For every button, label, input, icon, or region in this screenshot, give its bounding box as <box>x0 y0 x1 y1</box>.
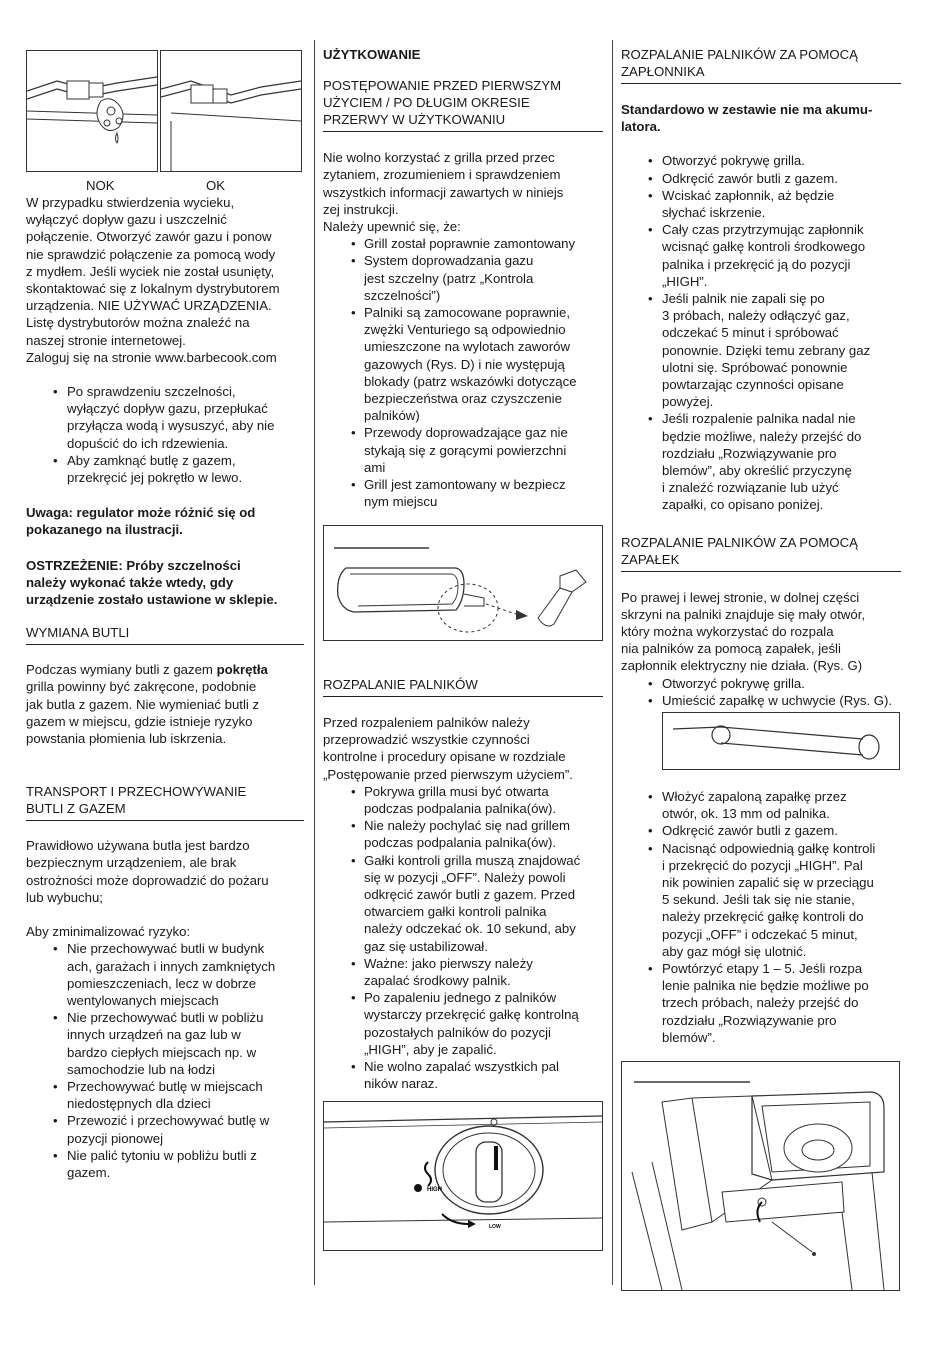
figure-control-knob <box>323 1101 603 1251</box>
list-item-line: wcisnąć gałkę kontroli środkowego <box>662 239 866 255</box>
ignite-line: „Postępowanie przed pierwszym użyciem”. <box>323 766 573 782</box>
list-item-line: gaz się ustabilizował. <box>364 938 488 954</box>
list-item-line: wyłączyć dopływ gazu, przepłukać <box>67 401 268 417</box>
list-item-line: Przewozić i przechowywać butlę w <box>67 1113 270 1129</box>
list-item-line: przekręcić jej pokrętło w lewo. <box>67 470 243 486</box>
list-item <box>323 1058 603 1092</box>
list-item-line: zapałki, co opisano poniżej. <box>662 497 824 513</box>
battery-note <box>621 101 901 135</box>
bullet-list-matches-1 <box>621 675 901 709</box>
list-item-line: należy przekręcić gałkę kontroli do <box>662 909 864 925</box>
list-item-line: przyłącza wodą i wysuszyć, aby nie <box>67 418 275 434</box>
list-item-line: „HIGH”. <box>662 273 708 289</box>
list-item <box>621 410 901 513</box>
list-item-line: Cały czas przytrzymując zapłonnik <box>662 222 864 238</box>
list-item <box>621 152 901 169</box>
section-title-before-first-use <box>323 77 603 132</box>
list-item-line: Otworzyć pokrywę grilla. <box>662 153 805 169</box>
list-item-line: zwężki Venturiego są odpowiednio <box>364 322 566 338</box>
bullet-list-storage <box>26 940 304 1181</box>
list-item-line: ponownie. Dzięki temu zebrany gaz <box>662 342 871 358</box>
list-item-line: Gałki kontroli grilla muszą znajdować <box>364 852 581 868</box>
list-item-line: ulotni się. Spróbować ponownie <box>662 359 848 375</box>
leak-line: W przypadku stwierdzenia wycieku, <box>26 195 235 210</box>
ignite-line: przeprowadzić wszystkie czynności <box>323 732 530 748</box>
list-item-line: ników naraz. <box>364 1076 439 1092</box>
list-item <box>26 1009 304 1078</box>
section-title-matches <box>621 534 901 572</box>
list-item-line: bezpieczeństwa oraz czyszczenie <box>364 391 562 407</box>
list-item-line: Włożyć zapaloną zapałkę przez <box>662 789 847 804</box>
list-item-line: samochodzie lub na łodzi <box>67 1061 216 1077</box>
list-item <box>621 692 901 709</box>
section-title-line: ZAPŁONNIKA <box>621 64 705 79</box>
replace-line: powstania płomienia lub iskrzenia. <box>26 731 227 747</box>
list-item-line: pozycji „OFF” i odczekać 5 minut, <box>662 926 858 942</box>
transport-line: lub wybuchu; <box>26 889 103 905</box>
list-item <box>323 852 603 955</box>
list-item-line: Jeśli rozpalenie palnika nadal nie <box>662 411 856 427</box>
list-item <box>323 424 603 476</box>
list-item-line: wystarczy przekręcić gałkę kontrolną <box>364 1007 579 1023</box>
list-item-line: Palniki są zamocowane poprawnie, <box>364 305 570 321</box>
matches-line: Po prawej i lewej stronie, w dolnej części <box>621 589 860 605</box>
warning-line: urządzenie zostało ustawione w sklepie. <box>26 592 278 608</box>
list-item <box>26 940 304 1009</box>
list-item-line: pozycji pionowej <box>67 1130 164 1146</box>
note-line: pokazanego na ilustracji. <box>26 522 183 538</box>
replace-bold-word: pokrętła <box>216 662 268 678</box>
intro-line: zytaniem, zrozumieniem i sprawdzeniem <box>323 167 561 183</box>
matches-line: skrzyni na palniki znajduje się mały otwór, <box>621 606 866 622</box>
list-item <box>621 170 901 187</box>
list-item-line: Nie należy pochylać się nad grillem <box>364 818 570 834</box>
list-item-line: podczas podpalania palnika(ów). <box>364 801 557 817</box>
list-item-line: 3 próbach, należy odłączyć gaz, <box>662 308 850 324</box>
list-item-line: otwarciem gałki kontroli palnika <box>364 904 547 920</box>
list-item-line: blokady (patrz wskazówki dotyczące <box>364 373 577 389</box>
knob-low-label: LOW <box>489 1224 501 1230</box>
ignite-line: Przed rozpaleniem palników należy <box>323 715 530 730</box>
section-title-line: PRZERWY W UŻYTKOWANIU <box>323 112 506 128</box>
transport-line: ostrożności może doprowadzić do pożaru <box>26 872 269 888</box>
bullet-list-checks <box>323 235 603 510</box>
list-item <box>621 675 901 692</box>
section-title-transport <box>26 783 304 821</box>
transport-line: Prawidłowo używana butla jest bardzo <box>26 838 250 854</box>
list-item-line: 5 sekund. Jeśli tak się nie stanie, <box>662 892 855 908</box>
list-item-line: pomieszczeniach, lecz w dobrze <box>67 975 257 991</box>
leak-line: nie sprawdzić połączenie za pomocą wody <box>26 246 276 262</box>
list-item <box>26 1147 304 1181</box>
intro-line: wszystkich informacji zawartych w niniejs <box>323 184 564 200</box>
list-item-line: odkręcić zawór butli z gazem. Przed <box>364 887 576 903</box>
list-item-line: Jeśli palnik nie zapali się po <box>662 291 825 307</box>
column-divider-1 <box>314 40 315 1285</box>
list-item-line: powyżej. <box>662 394 714 410</box>
list-item <box>26 452 304 486</box>
list-item <box>26 383 304 452</box>
list-item <box>621 290 901 410</box>
list-item-line: System doprowadzania gazu <box>364 253 534 269</box>
list-item-line: Odkręcić zawór butli z gazem. <box>662 823 838 839</box>
list-item-line: Nie palić tytoniu w pobliżu butli z <box>67 1147 257 1163</box>
list-item-line: nik powinien zapalić się w przeciągu <box>662 875 874 891</box>
list-item-line: Nie przechowywać butli w pobliżu <box>67 1010 264 1026</box>
list-item-line: Umieścić zapałkę w uchwycie (Rys. G). <box>662 692 893 708</box>
list-item-line: pozostałych palników do pozycji <box>364 1024 551 1040</box>
section-title-replace: WYMIANA BUTLI <box>26 624 304 645</box>
figure-ok <box>160 50 302 172</box>
list-item <box>621 187 901 221</box>
list-item-line: rozdziału „Rozwiązywanie pro <box>662 445 837 461</box>
intro-line: zej instrukcji. <box>323 201 399 217</box>
list-item-line: otwór, ok. 13 mm od palnika. <box>662 806 830 822</box>
list-item-line: Grill jest zamontowany w bezpiecz <box>364 477 566 493</box>
list-item-line: ach, garażach i innych zamkniętych <box>67 958 276 974</box>
leak-line: połączenie. Otworzyć zawór gazu i ponow <box>26 229 272 245</box>
section-title-line: POSTĘPOWANIE PRZED PIERWSZYM <box>323 78 562 94</box>
matches-line: który można wykorzystać do rozpala <box>621 624 834 640</box>
leak-line: Listę dystrybutorów można znaleźć na <box>26 315 250 331</box>
section-heading-usage: UŻYTKOWANIE <box>323 47 421 62</box>
figure-nok <box>26 50 158 172</box>
replace-text-start: Podczas wymiany butli z gazem <box>26 662 217 678</box>
warning-line: OSTRZEŻENIE: Próby szczelności <box>26 557 241 573</box>
list-item-line: się w pozycji „OFF”. Należy powoli <box>364 869 566 885</box>
list-item <box>26 1112 304 1146</box>
list-item-line: lenie palnika nie będzie możliwe po <box>662 978 869 994</box>
transport-paragraph <box>26 837 304 906</box>
list-item-line: gazowych (Rys. D) i nie występują <box>364 356 565 372</box>
list-item-line: Grill został poprawnie zamontowany <box>364 236 576 252</box>
list-item <box>323 783 603 817</box>
warning-line: należy wykonać także wtedy, gdy <box>26 574 234 590</box>
list-item-line: Ważne: jako pierwszy należy <box>364 955 533 971</box>
list-item-line: Pokrywa grilla musi być otwarta <box>364 783 549 799</box>
list-item <box>323 955 603 989</box>
section-title-line: ZAPAŁEK <box>621 551 680 567</box>
matches-paragraph <box>621 589 901 675</box>
leak-line: Zaloguj się na stronie www.barbecook.com <box>26 349 277 365</box>
list-item-line: Aby zamknąć butlę z gazem, <box>67 452 236 468</box>
list-item-line: dopuścić do ich rdzewienia. <box>67 435 229 451</box>
list-item <box>323 235 603 252</box>
list-item-line: i znaleźć rozwiązanie lub użyć <box>662 480 839 496</box>
figure-grill-side <box>621 1061 900 1291</box>
section-title-line: TRANSPORT I PRZECHOWYWANIE <box>26 784 247 800</box>
note-line: Uwaga: regulator może różnić się od <box>26 505 256 521</box>
section-title-line: ROZPALANIE PALNIKÓW ZA POMOCĄ <box>621 47 858 62</box>
battery-note-line: Standardowo w zestawie nie ma akumu- <box>621 102 873 117</box>
list-item-line: Po sprawdzeniu szczelności, <box>67 384 236 400</box>
list-item-line: Powtórzyć etapy 1 – 5. Jeśli rozpa <box>662 961 863 977</box>
list-item-line: szczelności”) <box>364 287 441 303</box>
list-item <box>323 476 603 510</box>
list-item-line: aby gaz mógł się ulotnić. <box>662 943 807 959</box>
list-item-line: Po zapaleniu jednego z palników <box>364 990 557 1006</box>
leak-paragraph <box>26 194 304 366</box>
list-item-line: nym miejscu <box>364 494 438 510</box>
leak-line: skontaktować się z lokalnym dystrybutorem <box>26 281 280 297</box>
bullet-list-after-check <box>26 383 304 486</box>
bullet-list-matches-2 <box>621 788 901 1046</box>
figure-venturi <box>323 525 603 641</box>
transport-line: bezpiecznym urządzeniem, ale brak <box>26 855 237 871</box>
list-item <box>26 1078 304 1112</box>
list-item <box>323 817 603 851</box>
list-item-line: blemów”. <box>662 1029 716 1045</box>
list-item-line: i przekręcić do pozycji „HIGH”. Pal <box>662 857 863 873</box>
leak-line: z mydłem. Jeśli wyciek nie został usunięty, <box>26 263 275 279</box>
battery-note-line: latora. <box>621 119 661 135</box>
replace-line: grilla powinny być zakręcone, podobnie <box>26 679 257 695</box>
list-item-line: palnika i przekręcić ją do pozycji <box>662 256 851 272</box>
replace-paragraph <box>26 661 304 747</box>
ignite-paragraph <box>323 714 603 783</box>
list-item <box>621 788 901 822</box>
list-item-line: Nie przechowywać butli w budynk <box>67 941 265 957</box>
figure-label-nok: NOK <box>86 178 115 193</box>
regulator-note <box>26 504 304 538</box>
section-title-igniter <box>621 46 901 84</box>
list-item-line: trzech próbach, należy przejść do <box>662 995 859 1011</box>
list-item-line: Przewody doprowadzające gaz nie <box>364 425 568 441</box>
replace-line: gazem w miejscu, gdzie istnieje ryzyko <box>26 713 253 729</box>
list-item-line: podczas podpalania palnika(ów). <box>364 835 557 851</box>
knob-high-label: HIGH <box>427 1187 442 1193</box>
list-item-line: Nie wolno zapalać wszystkich pal <box>364 1059 559 1075</box>
section-title-line: BUTLI Z GAZEM <box>26 801 126 817</box>
section-title-ignite: ROZPALANIE PALNIKÓW <box>323 676 603 697</box>
list-item <box>621 221 901 290</box>
list-item <box>323 989 603 1058</box>
shop-warning <box>26 557 304 609</box>
list-item-line: Przechowywać butlę w miejscach <box>67 1078 263 1094</box>
list-item-line: innych urządzeń na gaz lub w <box>67 1027 241 1043</box>
list-item-line: jest szczelny (patrz „Kontrola <box>364 270 534 286</box>
list-item-line: należy odczekać ok. 10 sekund, aby <box>364 921 576 937</box>
list-item-line: blemów”, aby określić przyczynę <box>662 463 852 479</box>
leak-line: wyłączyć dopływ gazu i uszczelnić <box>26 212 227 228</box>
list-item-line: palników) <box>364 408 420 424</box>
list-item-line: gazem. <box>67 1164 111 1180</box>
minimize-risk-label: Aby zminimalizować ryzyko: <box>26 924 191 940</box>
figure-label-ok: OK <box>206 178 226 193</box>
list-item-line: Otworzyć pokrywę grilla. <box>662 675 805 691</box>
list-item-line: rozdziału „Rozwiązywanie pro <box>662 1012 837 1028</box>
intro-line: Należy upewnić się, że: <box>323 219 461 235</box>
list-item-line: wentylowanych miejscach <box>67 992 219 1008</box>
list-item-line: umieszczone na wylotach zaworów <box>364 339 570 355</box>
list-item-line: „HIGH”, aby je zapalić. <box>364 1041 497 1057</box>
list-item <box>621 822 901 839</box>
list-item-line: niedostępnych dla dzieci <box>67 1096 211 1112</box>
list-item-line: Wciskać zapłonnik, aż będzie <box>662 187 835 203</box>
replace-line: jak butla z gazem. Nie wymieniać butli z <box>26 696 260 712</box>
list-item <box>323 252 603 304</box>
list-item-line: bardzo ciepłych miejscach np. w <box>67 1044 257 1060</box>
figure-match-holder <box>662 712 900 770</box>
list-item-line: odczekać 5 minut i spróbować <box>662 325 839 341</box>
list-item-line: słychać iskrzenie. <box>662 205 766 221</box>
intro-paragraph <box>323 149 603 235</box>
list-item-line: zapalać środkowy palnik. <box>364 973 511 989</box>
intro-line: Nie wolno korzystać z grilla przed przec <box>323 150 555 166</box>
matches-line: zapłonnik elektryczny nie działa. (Rys. G) <box>621 658 863 674</box>
list-item-line: Nacisnąć odpowiednią gałkę kontroli <box>662 840 876 856</box>
list-item <box>621 960 901 1046</box>
list-item-line: będzie możliwe, należy przejść do <box>662 428 862 444</box>
bullet-list-ignite <box>323 783 603 1093</box>
list-item-line: powtarzając czynności opisane <box>662 377 844 393</box>
list-item-line: stykają się z gorącymi powierzchni <box>364 442 567 458</box>
ignite-line: kontrolne i procedury opisane w rozdziale <box>323 749 566 765</box>
leak-line: naszej stronie internetowej. <box>26 332 186 348</box>
list-item <box>323 304 603 424</box>
section-title-line: UŻYCIEM / PO DŁUGIM OKRESIE <box>323 95 530 111</box>
list-item-line: Odkręcić zawór butli z gazem. <box>662 170 838 186</box>
matches-line: nia palników za pomocą zapałek, jeśli <box>621 641 841 657</box>
column-divider-2 <box>612 40 613 1285</box>
section-title-line: ROZPALANIE PALNIKÓW ZA POMOCĄ <box>621 534 858 550</box>
leak-line: urządzenia. NIE UŻYWAĆ URZĄDZENIA. <box>26 298 272 314</box>
list-item-line: ami <box>364 459 386 475</box>
list-item <box>621 840 901 960</box>
bullet-list-igniter <box>621 152 901 513</box>
